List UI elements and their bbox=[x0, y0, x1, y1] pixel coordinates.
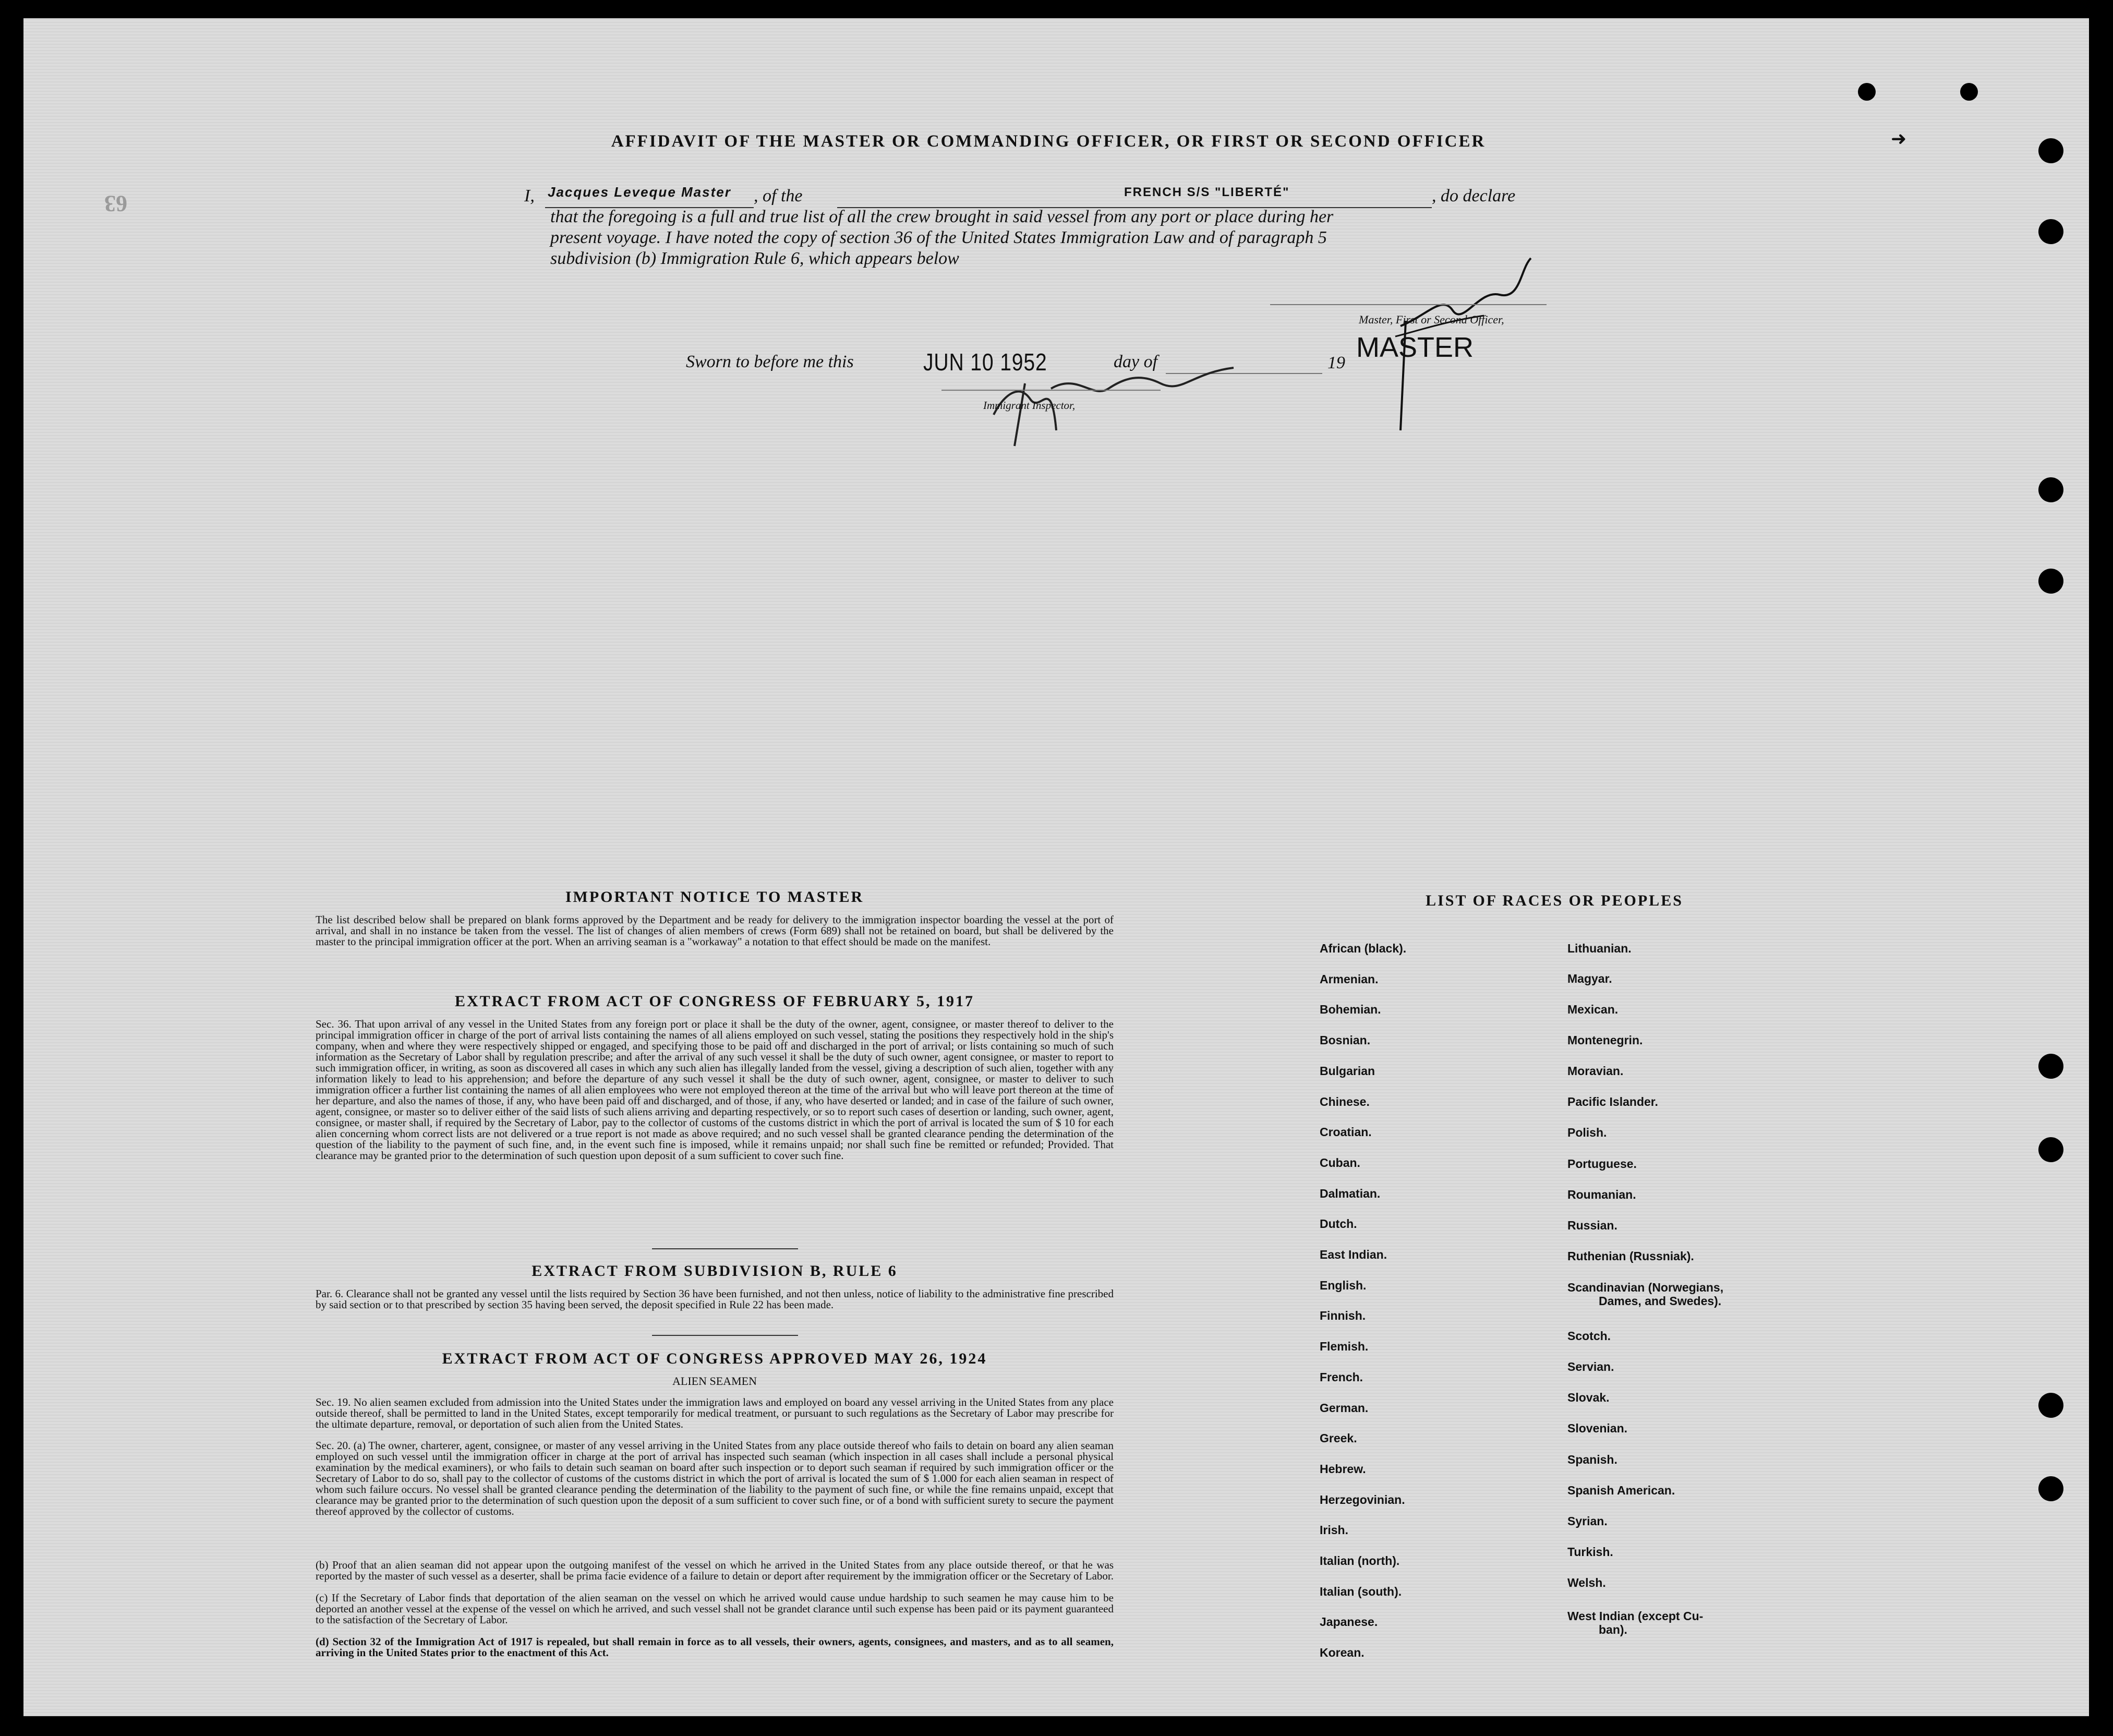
notice-body: The list described below shall be prepared on blank forms approved by the Department and be ready for delivery to the immigration inspector boarding the vessel at the port of arrival, and shall in no instance be taken from the vessel. The list of changes of alien members of crews (Form 689) shall not be retained on board, but shall be delivered by the master to the principal immigration officer at the port. When an arriving seaman is a "workaway" a notation to that effect should be made on the manifest. bbox=[316, 913, 1114, 948]
extract-1924-subtitle: ALIEN SEAMEN bbox=[672, 1375, 757, 1388]
master-name: Jacques Leveque Master bbox=[548, 184, 731, 200]
extract-1924-sec19: Sec. 19. No alien seamen excluded from admission into the United States under the immigration laws and employed on board any vessel arriving in the United States from any place outside thereof, shall be permitted to land in the United States, except temporarily for medical treatment, or pursuant to such regulations as the Secretary of Labor may prescribe for the ultimate departure, removal, or deportation of such alien from the United States. bbox=[316, 1396, 1114, 1430]
race-item: German. bbox=[1320, 1401, 1369, 1415]
race-item: Bosnian. bbox=[1320, 1033, 1371, 1047]
race-item: Turkish. bbox=[1567, 1545, 1613, 1559]
race-item: English. bbox=[1320, 1278, 1367, 1292]
race-item: Mexican. bbox=[1567, 1003, 1619, 1016]
race-item: Italian (north). bbox=[1320, 1554, 1400, 1568]
race-item: Montenegrin. bbox=[1567, 1033, 1643, 1047]
race-item: Flemish. bbox=[1320, 1340, 1369, 1354]
race-item: Russian. bbox=[1567, 1219, 1617, 1232]
extract-1917-body: Sec. 36. That upon arrival of any vessel in the United States from any foreign port or place it shall be the duty of the owner, agent, consignee, or master thereof to deliver to the principal immigration officer in charge of the port of arrival lists containing the names of all aliens employed on such vessel, stating the positions they respectively hold in the ship's company, when and where they were respectively shipped or engaged, and specifying those to be paid off and discharged in the port of arrival; or lists containing so much of such information as the Secretary of Labor shall by regulation prescribe; and after the arrival of any such vessel it shall be the duty of such owner, agent consignee, or master to report to such immigration officer, in writing, as soon as discovered all cases in which any such alien has illegally landed from the vessel, giving a description of such alien, together with any information likely to lead to his apprehension; and before the departure of any such vessel it shall be the duty of such owner, agent, consignee, or master to deliver to such immigration officer a further list containing the names of all alien employees who were not employed thereon at the time of the arrival but who will leave port thereon at the time of her departure, and also the names of those, if any, who have been paid off and discharged, and of those, if any, who have deserted or landed; and in case of the failure of such owner, agent, consignee, or master so to deliver either of the said lists of such aliens arriving and departing respectively, or so to report such cases of desertion or landing, such owner, agent, consignee, or master shall, if required by the Secretary of Labor, pay to the collector of customs of the customs district in which the port of arrival is located the sum of $ 10 for each alien concerning whom correct lists are not delivered or a true report is not made as above required; and no such vessel shall be granted clearance pending the determination of the question of the liability to the payment of such fine, and, in the event such fine is imposed, while it remains unpaid; nor shall such fine be remitted or refunded; Provided. That clearance may be granted prior to the determination of such question upon deposit of a sum sufficient to cover such fine. bbox=[316, 1018, 1114, 1162]
race-item: Greek. bbox=[1320, 1431, 1357, 1445]
affidavit-title: AFFIDAVIT OF THE MASTER OR COMMANDING OFFICER, OR FIRST OR SECOND OFFICER bbox=[611, 132, 1486, 151]
punch-hole bbox=[2038, 1476, 2063, 1501]
subdivision-title: EXTRACT FROM SUBDIVISION B, RULE 6 bbox=[532, 1262, 898, 1280]
arrow-mark: ➜ bbox=[1891, 128, 1907, 149]
vessel-name: FRENCH S/S "LIBERTÉ" bbox=[1124, 185, 1290, 199]
affidavit-do-declare: , do declare bbox=[1432, 186, 1516, 206]
punch-hole bbox=[2038, 1054, 2063, 1079]
punch-hole bbox=[2038, 138, 2063, 163]
race-item: Spanish. bbox=[1567, 1453, 1617, 1466]
affidavit-i: I, bbox=[524, 186, 535, 206]
day-of-text: day of bbox=[1114, 352, 1158, 371]
punch-hole bbox=[2038, 477, 2063, 502]
extract-1924-sec20c: (c) If the Secretary of Labor finds that deportation of the alien seaman on the vessel on which he arrived would cause undue hardship to such seamen he may cause him to be deported an another vessel at the expense of the vessel on which he arrived, and such vessel shall not be grandet clarance until such expense has been paid or its payment guaranteed to the satisfaction of the Secretary of Labor. bbox=[316, 1592, 1114, 1626]
race-item: Welsh. bbox=[1567, 1576, 1606, 1589]
notice-title: IMPORTANT NOTICE TO MASTER bbox=[565, 888, 864, 906]
punch-hole bbox=[1858, 83, 1876, 101]
race-item: Armenian. bbox=[1320, 972, 1379, 986]
race-item: Dalmatian. bbox=[1320, 1186, 1381, 1200]
race-item: Portuguese. bbox=[1567, 1157, 1637, 1171]
affidavit-of-the: , of the bbox=[754, 186, 803, 206]
race-item: Italian (south). bbox=[1320, 1584, 1402, 1598]
race-item: Korean. bbox=[1320, 1646, 1365, 1660]
race-item: Herzegovinian. bbox=[1320, 1492, 1405, 1506]
race-item: Irish. bbox=[1320, 1523, 1348, 1537]
punch-hole bbox=[2038, 569, 2063, 594]
extract-1924-title: EXTRACT FROM ACT OF CONGRESS APPROVED MAY 26, 1924 bbox=[442, 1350, 987, 1367]
race-item: Syrian. bbox=[1567, 1514, 1608, 1528]
race-item: ban). bbox=[1599, 1623, 1627, 1636]
race-item: Dames, and Swedes). bbox=[1599, 1294, 1722, 1308]
race-item: Magyar. bbox=[1567, 972, 1612, 985]
race-item: Roumanian. bbox=[1567, 1188, 1636, 1201]
race-item: West Indian (except Cu- bbox=[1567, 1609, 1704, 1623]
race-item: Bohemian. bbox=[1320, 1003, 1381, 1017]
extract-1917-title: EXTRACT FROM ACT OF CONGRESS OF FEBRUARY 5, 1917 bbox=[454, 993, 975, 1010]
race-item: Slovenian. bbox=[1567, 1421, 1628, 1435]
race-item: Bulgarian bbox=[1320, 1064, 1375, 1078]
race-item: Ruthenian (Russniak). bbox=[1567, 1249, 1694, 1263]
affidavit-line4: subdivision (b) Immigration Rule 6, which appears below bbox=[550, 249, 959, 268]
subdivision-body: Par. 6. Clearance shall not be granted any vessel until the lists required by Section 36 have been furnished, and not then unless, notice of liability to the administrative fine prescribed by said section or to that prescribed by section 35 having been served, the deposit specified in Rule 22 has been made. bbox=[316, 1287, 1114, 1311]
race-item: Japanese. bbox=[1320, 1615, 1378, 1629]
punch-hole bbox=[1960, 83, 1978, 101]
race-item: Finnish. bbox=[1320, 1309, 1366, 1323]
races-title: LIST OF RACES OR PEOPLES bbox=[1426, 892, 1683, 909]
race-item: Hebrew. bbox=[1320, 1462, 1366, 1476]
extract-1924-sec20d: (d) Section 32 of the Immigration Act of 1917 is repealed, but shall remain in force as to all vessels, their owners, agents, consignees, and masters, and as to all seamen, arriving in the United States prior to the enactment of this Act. bbox=[316, 1635, 1114, 1659]
punch-hole bbox=[2038, 219, 2063, 244]
punch-hole bbox=[2038, 1137, 2063, 1162]
race-item: African (black). bbox=[1320, 942, 1407, 955]
affidavit-line2: that the foregoing is a full and true list of all the crew brought in said vessel from any port or place during her bbox=[550, 207, 1334, 226]
extract-1924-sec20b: (b) Proof that an alien seaman did not appear upon the outgoing manifest of the vessel on which he arrived in the United States from any place outside thereof, or that he was reported by the master of such vessel as a deserter, shall be prima facie evidence of a failure to detain or deport after requirement by the immigration officer or the Secretary of Labor. bbox=[316, 1559, 1114, 1582]
margin-mark: 63 bbox=[104, 191, 127, 216]
signature-caption: Master, First or Second Officer, bbox=[1359, 313, 1504, 326]
inspector-caption: Immigrant Inspector, bbox=[983, 399, 1076, 412]
date-stamp: JUN 10 1952 bbox=[923, 348, 1047, 376]
race-item: Polish. bbox=[1567, 1126, 1607, 1139]
race-item: Dutch. bbox=[1320, 1217, 1357, 1231]
race-item: French. bbox=[1320, 1370, 1363, 1384]
master-stamp: MASTER bbox=[1356, 332, 1474, 363]
race-item: Cuban. bbox=[1320, 1155, 1360, 1170]
race-item: Chinese. bbox=[1320, 1094, 1370, 1108]
race-item: Pacific Islander. bbox=[1567, 1095, 1658, 1108]
race-item: East Indian. bbox=[1320, 1248, 1387, 1261]
race-item: Croatian. bbox=[1320, 1125, 1372, 1139]
extract-1924-sec20a: Sec. 20. (a) The owner, charterer, agent, consignee, or master of any vessel arriving in the United States from any place outside thereof who fails to detain on board any alien seaman employed on such vessel until the immigration officer in charge at the port of arrival has inspected such seaman (which inspection in all cases shall include a personal physical examination by the medical examiners), or who fails to detain such seaman on board after such inspection or to deport such seaman if required by such immigration officer or the Secretary of Labor to do so, shall pay to the collector of customs of the customs district in which the port of arrival is located the sum of $ 1.000 for each alien seaman in respect of whom such failure occurs. No vessel shall be granted clearance pending the determination of the liability to the payment of such fine, or while the fine remains unpaid, except that clearance may be granted prior to the determination of such question upon the deposit of a sum sufficient to cover such fine, or of a bond with sufficient surety to secure the payment thereof approved by the collector of customs. bbox=[316, 1439, 1114, 1517]
race-item: Lithuanian. bbox=[1567, 942, 1632, 955]
race-item: Slovak. bbox=[1567, 1391, 1610, 1404]
race-item: Servian. bbox=[1567, 1360, 1614, 1373]
race-item: Scandinavian (Norwegians, bbox=[1567, 1281, 1724, 1294]
race-item: Spanish American. bbox=[1567, 1484, 1675, 1497]
race-item: Scotch. bbox=[1567, 1329, 1611, 1343]
punch-hole bbox=[2038, 1393, 2063, 1418]
year-prefix: 19 bbox=[1327, 353, 1345, 372]
affidavit-line3: present voyage. I have noted the copy of section 36 of the United States Immigration Law and of paragraph 5 bbox=[550, 228, 1327, 247]
document-sheet bbox=[23, 18, 2089, 1716]
race-item: Moravian. bbox=[1567, 1064, 1624, 1078]
sworn-text: Sworn to before me this bbox=[686, 352, 854, 371]
